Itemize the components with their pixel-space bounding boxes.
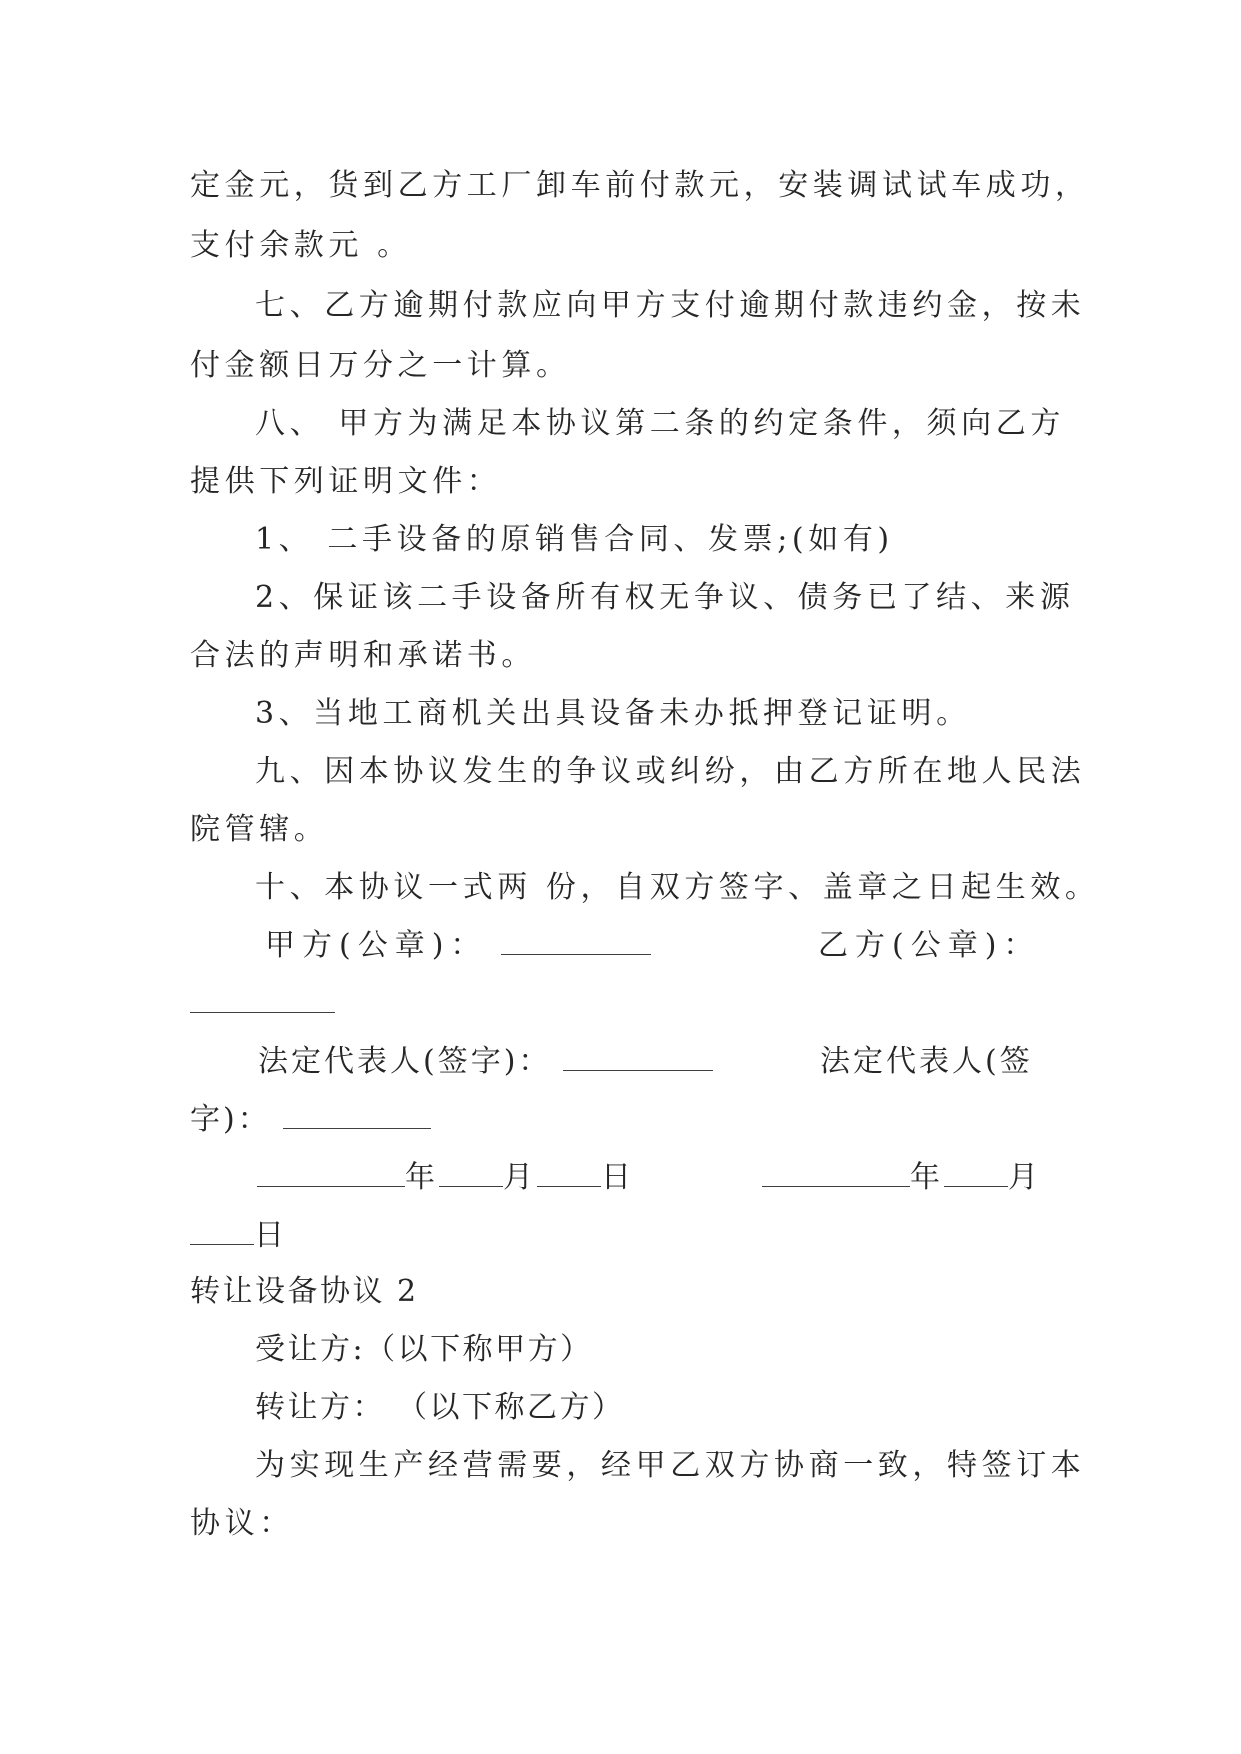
party-b-seal-line [818,926,1040,966]
date-b-line-cont [190,1216,284,1256]
day-label: 日 [254,1218,284,1253]
party-a-seal-label: 甲方(公章)： [265,928,488,963]
rep-b-label-part1: 法定代表人(签 [820,1044,1033,1079]
paragraph-line: 支付余款元 。 [190,228,412,263]
rep-b-blank [283,1100,431,1129]
party-b-seal-blank [190,984,335,1013]
year-blank [257,1158,405,1187]
paragraph-line: 七、乙方逾期付款应向甲方支付逾期付款违约金，按未 [255,288,1086,323]
party-a-seal-blank [501,926,651,955]
month-blank [439,1158,503,1187]
rep-a-label: 法定代表人(签字)： [258,1044,552,1079]
paragraph-line: 1、 二手设备的原销售合同、发票;(如有) [255,522,894,557]
section-title: 转让设备协议 2 [190,1274,419,1309]
paragraph-line: 2、保证该二手设备所有权无争议、债务已了结、来源 [255,580,1075,615]
date-b-line [762,1158,1038,1198]
rep-b-line [820,1042,1033,1082]
transferor-line: 转让方： （以下称乙方） [255,1390,625,1425]
party-a-seal-line [265,926,651,966]
year-blank [762,1158,910,1187]
year-label: 年 [910,1160,940,1195]
paragraph-line: 九、因本协议发生的争议或纠纷，由乙方所在地人民法 [255,754,1086,789]
day-blank [190,1216,254,1245]
intro-line: 为实现生产经营需要，经甲乙双方协商一致，特签订本 [255,1448,1086,1483]
day-blank [537,1158,601,1187]
year-label: 年 [405,1160,435,1195]
day-label: 日 [601,1160,631,1195]
paragraph-line: 合法的声明和承诺书。 [190,638,536,673]
rep-a-blank [563,1042,713,1071]
paragraph-line: 院管辖。 [190,812,329,847]
paragraph-line: 3、当地工商机关出具设备未办抵押登记证明。 [255,696,971,731]
date-a-line [257,1158,631,1198]
month-label: 月 [1008,1160,1038,1195]
intro-line: 协议： [190,1506,294,1541]
paragraph-line: 提供下列证明文件： [190,464,502,499]
rep-a-line [258,1042,713,1082]
month-label: 月 [503,1160,533,1195]
rep-b-line-cont [190,1100,431,1140]
paragraph-line: 付金额日万分之一计算。 [190,348,571,383]
party-b-seal-label: 乙方(公章)： [818,928,1041,963]
paragraph-line: 十、本协议一式两 份，自双方签字、盖章之日起生效。 [255,870,1100,905]
transferee-line: 受让方:（以下称甲方） [255,1332,593,1367]
month-blank [944,1158,1008,1187]
rep-b-label-part2: 字)： [190,1102,271,1137]
paragraph-line: 八、 甲方为满足本协议第二条的约定条件，须向乙方 [255,406,1065,441]
paragraph-line: 定金元，货到乙方工厂卸车前付款元，安装调试试车成功， [190,168,1090,203]
party-b-seal-line-cont [190,984,335,1024]
